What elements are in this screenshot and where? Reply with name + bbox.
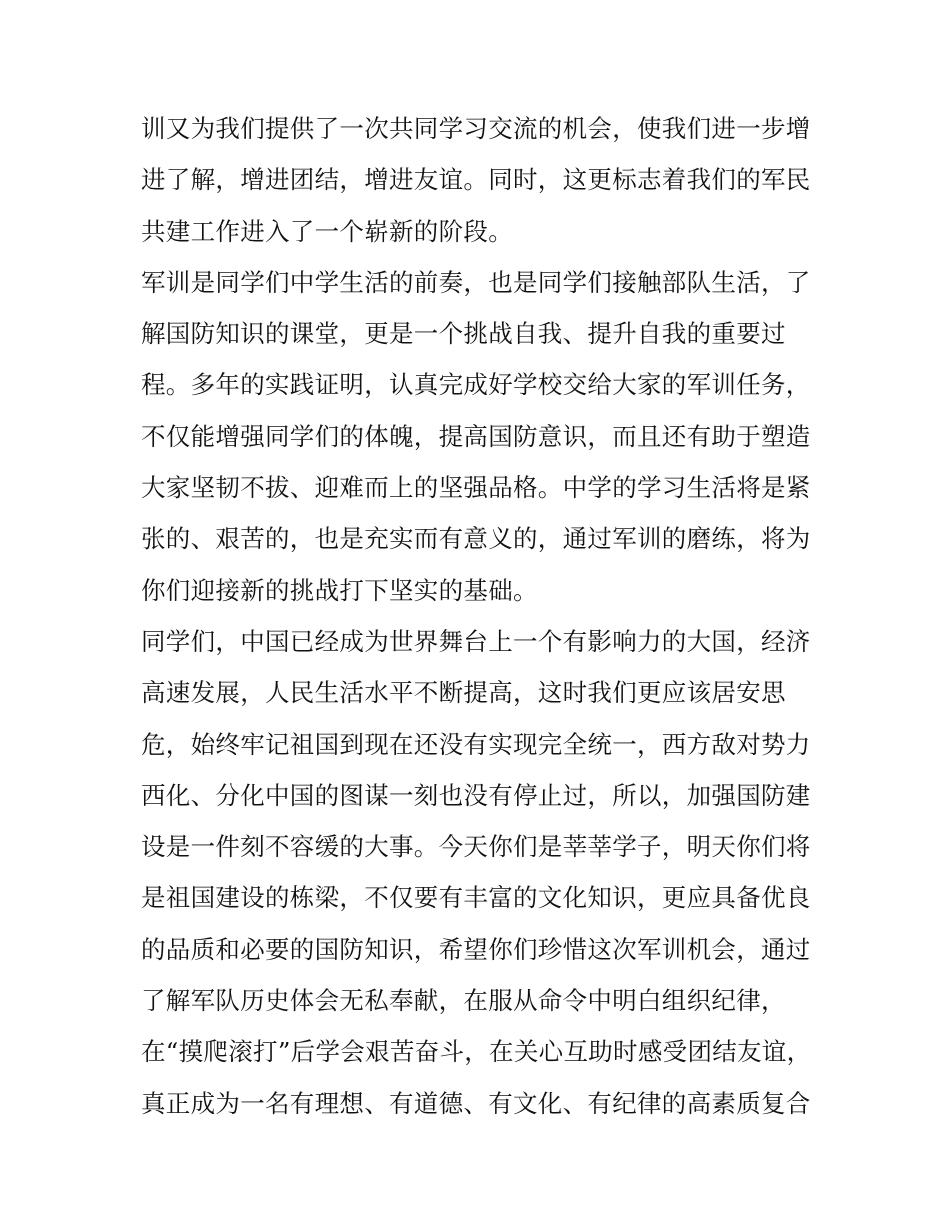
text-line: 高速发展，人民生活水平不断提高，这时我们更应该居安思	[141, 678, 786, 708]
text-line: 设是一件刻不容缓的大事。今天你们是莘莘学子，明天你们将	[141, 832, 811, 862]
text-line: 真正成为一名有理想、有道德、有文化、有纪律的高素质复合	[141, 1088, 811, 1118]
text-line: 进了解，增进团结，增进友谊。同时，这更标志着我们的军民	[141, 165, 811, 195]
text-line: 不仅能增强同学们的体魄，提高国防意识，而且还有助于塑造	[141, 421, 811, 451]
text-line: 大家坚韧不拔、迎难而上的坚强品格。中学的学习生活将是紧	[141, 473, 811, 503]
text-line: 是祖国建设的栋梁，不仅要有丰富的文化知识，更应具备优良	[141, 883, 811, 913]
text-line: 程。多年的实践证明，认真完成好学校交给大家的军训任务，	[141, 370, 811, 400]
body-text	[141, 103, 821, 1129]
text-line: 解国防知识的课堂，更是一个挑战自我、提升自我的重要过	[141, 319, 786, 349]
text-line: 你们迎接新的挑战打下坚实的基础。	[141, 575, 538, 605]
text-line: 共建工作进入了一个崭新的阶段。	[141, 216, 513, 246]
text-line: 军训是同学们中学生活的前奏，也是同学们接触部队生活，了	[141, 267, 811, 297]
text-line: 同学们，中国已经成为世界舞台上一个有影响力的大国，经济	[141, 626, 811, 656]
text-line: 了解军队历史体会无私奉献，在服从命令中明白组织纪律，	[141, 986, 786, 1016]
text-line: 张的、艰苦的，也是充实而有意义的，通过军训的磨练，将为	[141, 524, 811, 554]
text-line: 危，始终牢记祖国到现在还没有实现完全统一，西方敌对势力	[141, 729, 811, 759]
text-line: 训又为我们提供了一次共同学习交流的机会，使我们进一步增	[141, 114, 811, 143]
text-line: 西化、分化中国的图谋一刻也没有停止过，所以，加强国防建	[141, 780, 811, 810]
text-line: 在“摸爬滚打”后学会艰苦奋斗，在关心互助时感受团结友谊，	[141, 1037, 812, 1067]
text-line: 的品质和必要的国防知识，希望你们珍惜这次军训机会，通过	[141, 934, 811, 964]
